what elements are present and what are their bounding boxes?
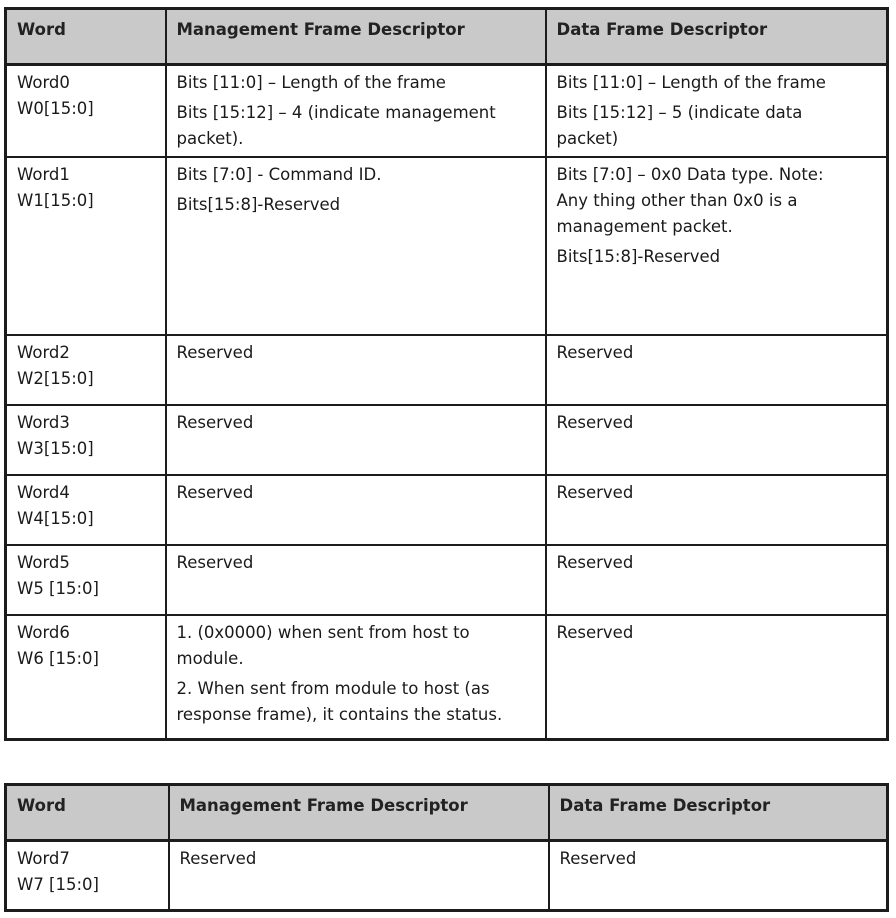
word-cell	[6, 841, 169, 911]
word-cell	[6, 475, 166, 545]
cell-line: Reserved	[179, 849, 257, 868]
management-cell	[166, 65, 546, 158]
data-cell	[546, 157, 888, 335]
cell-line: Reserved	[556, 343, 634, 362]
descriptor-table-2	[4, 783, 889, 912]
descriptor-table-1	[4, 7, 889, 741]
cell-line: Bits [15:12] – 5 (indicate data	[556, 103, 803, 122]
management-cell	[166, 157, 546, 335]
data-cell	[546, 475, 888, 545]
table-row	[6, 475, 888, 545]
management-cell	[166, 545, 546, 615]
cell-line: response frame), it contains the status.	[176, 705, 503, 724]
header-management-frame-descriptor: Management Frame Descriptor	[169, 785, 549, 841]
word-cell	[6, 335, 166, 405]
table-row	[6, 841, 888, 911]
data-cell	[546, 335, 888, 405]
word-range: W7 [15:0]	[17, 875, 99, 894]
word-range: W2[15:0]	[17, 369, 94, 388]
header-row	[6, 785, 888, 841]
table-row	[6, 157, 888, 335]
header-word: Word	[6, 9, 166, 65]
cell-line: packet)	[556, 129, 619, 148]
word-range: W1[15:0]	[17, 191, 94, 210]
cell-line: Reserved	[556, 483, 634, 502]
word-range: W6 [15:0]	[17, 649, 99, 668]
management-cell	[166, 335, 546, 405]
word-range: W0[15:0]	[17, 99, 94, 118]
data-cell	[549, 841, 888, 911]
word-range: W4[15:0]	[17, 509, 94, 528]
header-data-frame-descriptor: Data Frame Descriptor	[546, 9, 888, 65]
word-name: Word0	[17, 73, 70, 92]
word-name: Word7	[17, 849, 70, 868]
cell-line: management packet.	[556, 217, 733, 236]
word-cell	[6, 65, 166, 158]
word-range: W3[15:0]	[17, 439, 94, 458]
table-row	[6, 65, 888, 158]
cell-line: Reserved	[556, 413, 634, 432]
cell-line: Bits [15:12] – 4 (indicate management	[176, 103, 496, 122]
management-cell	[166, 475, 546, 545]
data-cell	[546, 615, 888, 739]
table-row	[6, 405, 888, 475]
management-cell	[166, 405, 546, 475]
cell-line: Reserved	[176, 343, 254, 362]
table-row	[6, 615, 888, 739]
cell-line: Bits [7:0] – 0x0 Data type. Note:	[556, 165, 824, 184]
data-cell	[546, 65, 888, 158]
data-cell	[546, 545, 888, 615]
cell-line: Bits[15:8]-Reserved	[176, 195, 341, 214]
word-name: Word6	[17, 623, 70, 642]
cell-line: Reserved	[176, 413, 254, 432]
word-cell	[6, 405, 166, 475]
word-cell	[6, 615, 166, 739]
word-name: Word4	[17, 483, 70, 502]
cell-line: Bits [11:0] – Length of the frame	[176, 73, 446, 92]
header-word: Word	[6, 785, 169, 841]
cell-line: Bits [11:0] – Length of the frame	[556, 73, 826, 92]
cell-line: Reserved	[556, 623, 634, 642]
data-cell	[546, 405, 888, 475]
table-row	[6, 335, 888, 405]
cell-line: Reserved	[176, 553, 254, 572]
word-cell	[6, 157, 166, 335]
management-cell	[166, 615, 546, 739]
cell-line: Bits [7:0] - Command ID.	[176, 165, 382, 184]
header-data-frame-descriptor: Data Frame Descriptor	[549, 785, 888, 841]
word-name: Word3	[17, 413, 70, 432]
cell-line: Reserved	[559, 849, 637, 868]
cell-line: 1. (0x0000) when sent from host to	[176, 623, 470, 642]
cell-line: module.	[176, 649, 244, 668]
header-management-frame-descriptor: Management Frame Descriptor	[166, 9, 546, 65]
cell-line: packet).	[176, 129, 244, 148]
word-name: Word2	[17, 343, 70, 362]
word-name: Word5	[17, 553, 70, 572]
cell-line: Bits[15:8]-Reserved	[556, 247, 721, 266]
word-name: Word1	[17, 165, 70, 184]
word-cell	[6, 545, 166, 615]
cell-line: Any thing other than 0x0 is a	[556, 191, 798, 210]
header-row	[6, 9, 888, 65]
cell-line: 2. When sent from module to host (as	[176, 679, 490, 698]
management-cell	[169, 841, 549, 911]
table-row	[6, 545, 888, 615]
cell-line: Reserved	[176, 483, 254, 502]
word-range: W5 [15:0]	[17, 579, 99, 598]
cell-line: Reserved	[556, 553, 634, 572]
